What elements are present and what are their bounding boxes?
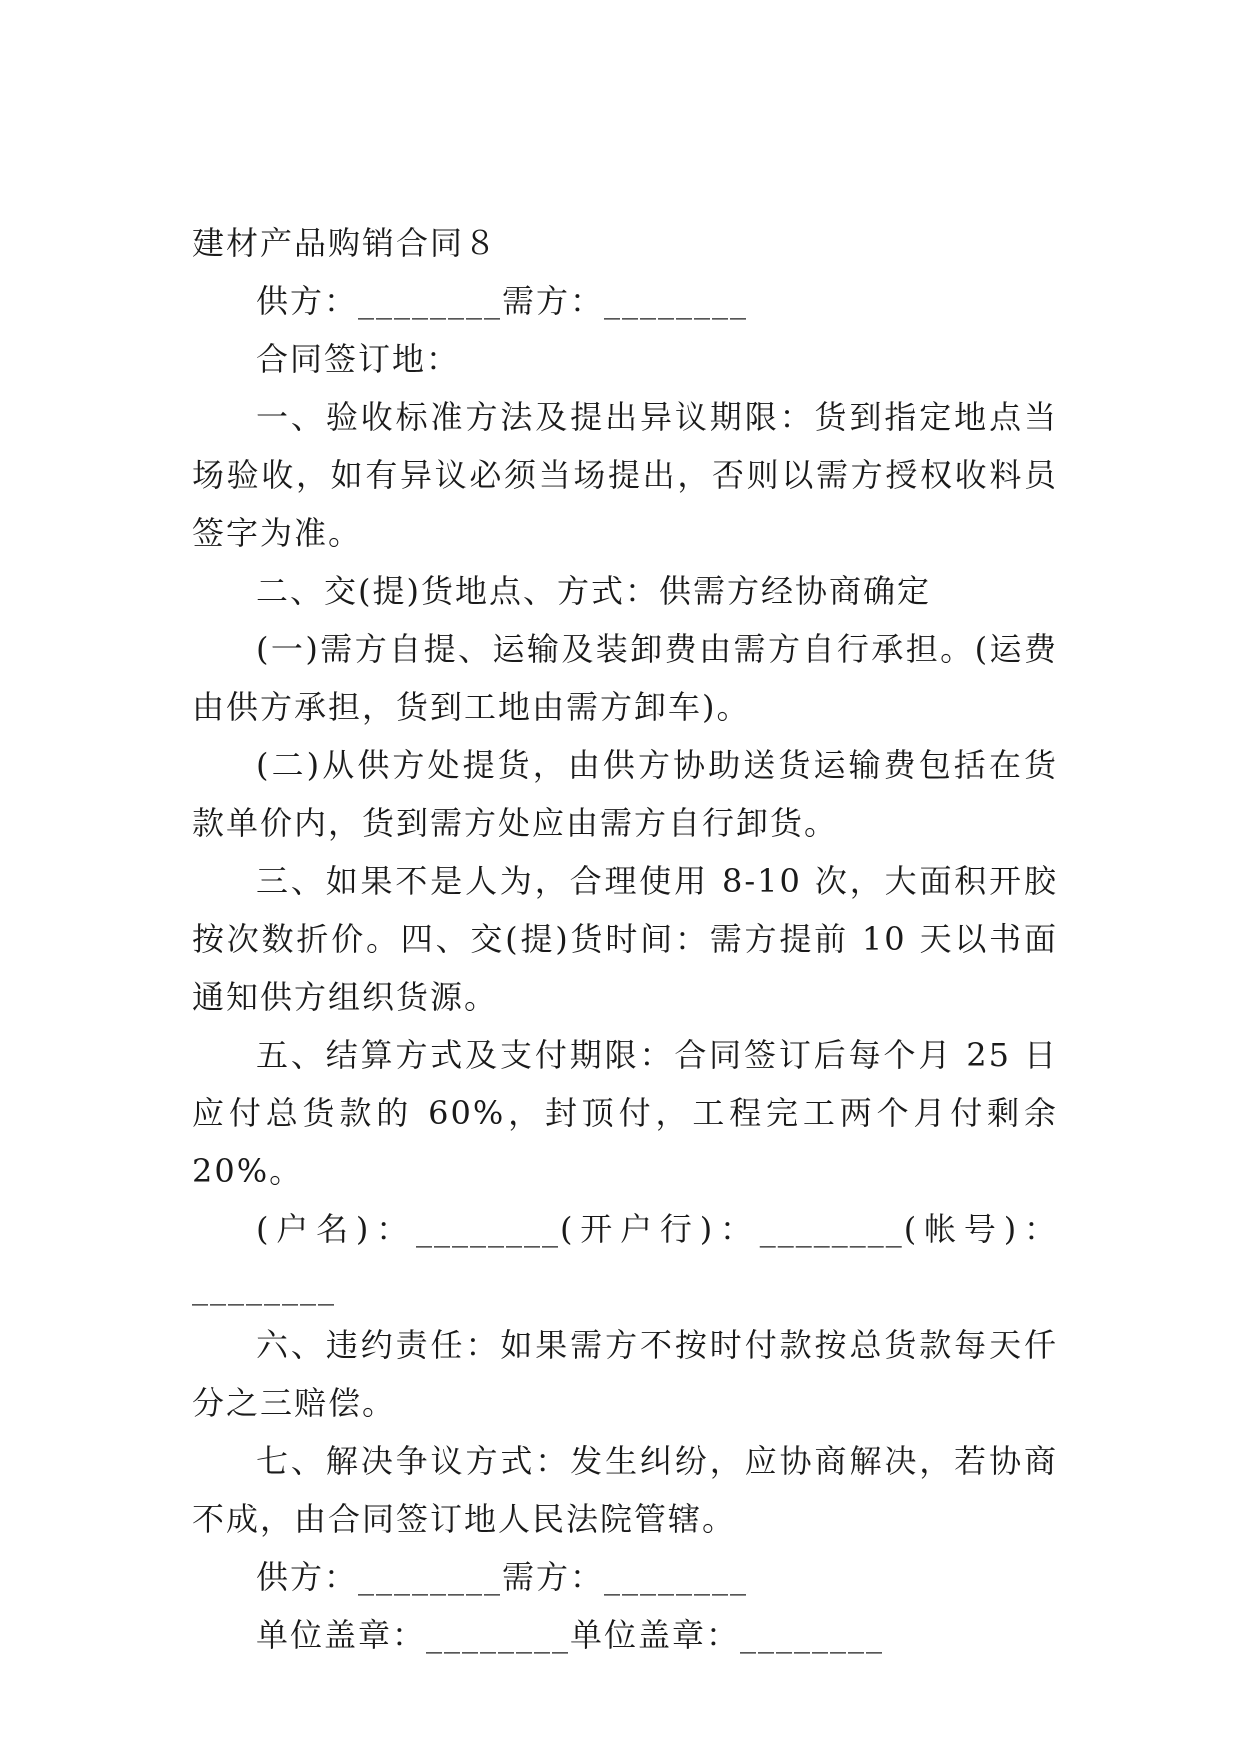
parties-line: 供方：________需方：________ xyxy=(256,282,749,320)
document-body xyxy=(192,214,1058,1664)
clause-2-delivery: 二、交(提)货地点、方式：供需方经协商确定 xyxy=(256,572,931,610)
signing-place: 合同签订地： xyxy=(256,340,461,378)
document-title: 建材产品购销合同８ xyxy=(192,224,499,262)
clause-2-item-2: (二)从供方处提货，由供方协助送货运输费包括在货款单价内，货到需方处应由需方自行卸货。 xyxy=(192,746,1058,842)
clause-7-dispute: 七、解决争议方式：发生纠纷，应协商解决，若协商不成，由合同签订地人民法院管辖。 xyxy=(192,1442,1058,1538)
parties-signature-line: 供方：________需方：________ xyxy=(256,1558,749,1596)
clause-5-payment: 五、结算方式及支付期限：合同签订后每个月 25 日应付总货款的 60%，封顶付，工程完工两个月付剩余 20%。 xyxy=(192,1036,1058,1190)
clause-2-item-1: (一)需方自提、运输及装卸费由需方自行承担。(运费由供方承担，货到工地由需方卸车)。 xyxy=(192,630,1058,726)
bank-account-line: (户名)：________(开户行)：________(帐号)：________ xyxy=(192,1210,1058,1306)
seal-line: 单位盖章：________单位盖章：________ xyxy=(256,1616,885,1654)
clause-6-liability: 六、违约责任：如果需方不按时付款按总货款每天仟分之三赔偿。 xyxy=(192,1326,1058,1422)
clause-1-acceptance: 一、验收标准方法及提出异议期限：货到指定地点当场验收，如有异议必须当场提出，否则以需方授权收料员签字为准。 xyxy=(192,398,1058,552)
clause-3-4-usage-time: 三、如果不是人为，合理使用 8-10 次，大面积开胶按次数折价。四、交(提)货时间：需方提前 10 天以书面通知供方组织货源。 xyxy=(192,862,1058,1016)
